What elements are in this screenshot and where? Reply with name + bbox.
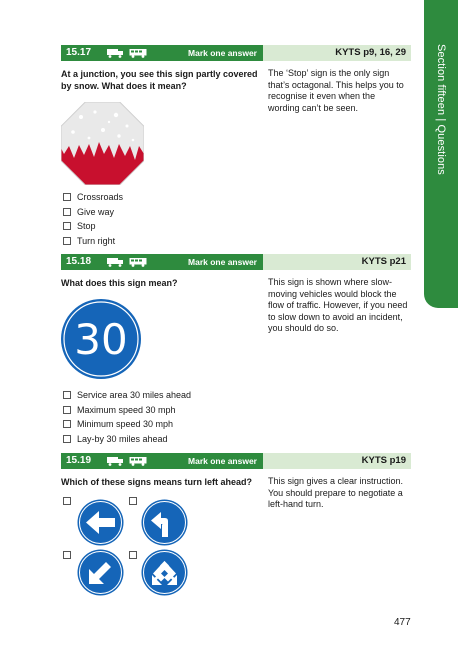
answer-checkbox[interactable] xyxy=(63,406,71,414)
answer-option[interactable]: Stop xyxy=(63,220,123,235)
option-checkbox-b[interactable] xyxy=(129,497,137,505)
bus-icon xyxy=(129,257,147,267)
lorry-icon xyxy=(107,48,125,58)
sign-number: 30 xyxy=(74,315,128,364)
question-number: 15.19 xyxy=(66,455,92,466)
answer-checkbox[interactable] xyxy=(63,208,71,216)
section-tab-label: Section fifteen | Questions xyxy=(435,44,447,175)
answer-option[interactable]: Turn right xyxy=(63,235,123,250)
bus-icon xyxy=(129,48,147,58)
pass-either-side-sign-icon[interactable] xyxy=(141,549,188,596)
option-checkbox-a[interactable] xyxy=(63,497,71,505)
answer-checkbox[interactable] xyxy=(63,237,71,245)
minimum-speed-sign-icon xyxy=(60,298,142,380)
mark-instruction: Mark one answer xyxy=(188,257,257,267)
lorry-icon xyxy=(107,257,125,267)
down-left-arrow-sign-icon[interactable] xyxy=(77,549,124,596)
question-text: What does this sign mean? xyxy=(61,278,178,288)
snow-covered-stop-sign-icon xyxy=(61,102,144,185)
option-checkbox-c[interactable] xyxy=(63,551,71,559)
answer-option[interactable]: Minimum speed 30 mph xyxy=(63,418,191,433)
left-arrow-sign-icon[interactable] xyxy=(77,499,124,546)
answer-list-15-17 xyxy=(63,191,123,249)
answer-checkbox[interactable] xyxy=(63,222,71,230)
answer-option[interactable]: Service area 30 miles ahead xyxy=(63,389,191,404)
answer-list-15-18 xyxy=(63,389,191,447)
question-number: 15.17 xyxy=(66,47,92,58)
answer-option[interactable]: Give way xyxy=(63,206,123,221)
question-header-15-18 xyxy=(61,254,411,270)
answer-checkbox[interactable] xyxy=(63,435,71,443)
page-number: 477 xyxy=(394,617,411,628)
question-header-15-19 xyxy=(61,453,411,469)
question-text: At a junction, you see this sign partly covered by snow. What does it mean? xyxy=(61,69,258,91)
lorry-icon xyxy=(107,456,125,466)
question-header-15-17 xyxy=(61,45,411,61)
answer-checkbox[interactable] xyxy=(63,420,71,428)
answer-checkbox[interactable] xyxy=(63,193,71,201)
answer-option[interactable]: Lay-by 30 miles ahead xyxy=(63,433,191,448)
explanation-text: This sign is shown where slow-moving vehicles would block the flow of traffic. However, if you need to slow down to avoid an incident, you should do so. xyxy=(268,277,408,333)
option-checkbox-d[interactable] xyxy=(129,551,137,559)
answer-option[interactable]: Crossroads xyxy=(63,191,123,206)
kyts-reference: KYTS p9, 16, 29 xyxy=(335,47,406,58)
turn-left-ahead-sign-icon[interactable] xyxy=(141,499,188,546)
mark-instruction: Mark one answer xyxy=(188,456,257,466)
explanation-text: The ‘Stop’ sign is the only sign that’s octagonal. This helps you to recognise it even when the wording can’t be seen. xyxy=(268,68,404,113)
mark-instruction: Mark one answer xyxy=(188,48,257,58)
section-tab xyxy=(424,0,458,308)
bus-icon xyxy=(129,456,147,466)
explanation-text: This sign gives a clear instruction. You should prepare to negotiate a left-hand turn. xyxy=(268,476,404,509)
answer-option[interactable]: Maximum speed 30 mph xyxy=(63,404,191,419)
question-text: Which of these signs means turn left ahead? xyxy=(61,477,253,487)
question-number: 15.18 xyxy=(66,256,92,267)
kyts-reference: KYTS p21 xyxy=(361,256,406,267)
kyts-reference: KYTS p19 xyxy=(361,455,406,466)
answer-checkbox[interactable] xyxy=(63,391,71,399)
